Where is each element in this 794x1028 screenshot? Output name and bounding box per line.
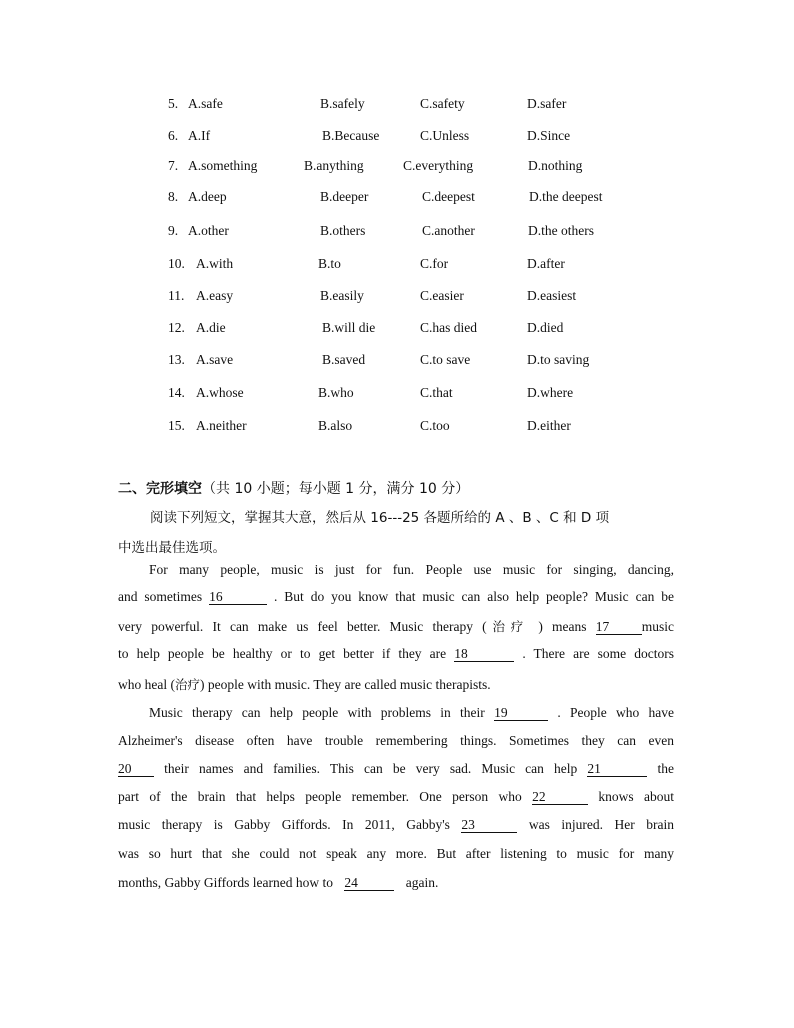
option-b: B.who [318,385,354,400]
option-d: D.the deepest [529,189,603,204]
option-a: A.deep [188,189,227,204]
passage-line [118,761,674,777]
option-a: A.die [196,320,226,335]
option-c: C.has died [420,320,477,335]
option-c: C.too [420,418,450,433]
question-number: 5. [168,96,179,111]
option-b: B.saved [322,352,366,367]
passage-line [118,589,674,605]
section-meta: （共 10 小题；每小题 1 分，满分 10 分） [202,481,470,497]
option-a: A.safe [188,96,223,111]
option-a: A.save [196,352,234,367]
question-number: 7. [168,158,179,173]
question-number: 8. [168,189,179,204]
blank-22[interactable]: 22 [532,790,588,805]
question-number: 6. [168,128,179,143]
section-heading [118,478,469,498]
passage-text: who heal ( [118,677,175,692]
blank-18[interactable]: 18 [454,647,514,662]
option-a: A.other [188,223,229,238]
option-b: B.Because [322,128,380,143]
option-d: D.to saving [527,352,590,367]
passage-line [118,817,674,833]
passage-line [118,675,674,693]
passage-text: . But do you know that music can also help people? Music can be [274,589,674,604]
chinese-gloss: 治疗 [174,677,200,692]
passage-line [118,617,674,635]
section-title: 二、完形填空 [118,481,202,497]
passage-text: their names and families. This can be very sad. Music can help [164,761,578,776]
passage-text: was injured. Her brain [528,817,674,832]
passage-text: very powerful. It can make us feel better. Music therapy ( [118,619,487,634]
passage-line [118,733,674,749]
blank-24[interactable]: 24 [344,876,394,891]
option-c: C.to save [420,352,471,367]
chinese-gloss: 治疗 [486,619,530,634]
option-d: D.nothing [528,158,583,173]
option-a: A.with [196,256,234,271]
option-d: D.easiest [527,288,577,303]
option-d: D.either [527,418,571,433]
passage-text: Alzheimer's disease often have trouble remembering things. Sometimes they can even [118,733,674,748]
passage-text: music therapy is Gabby Giffords. In 2011, Gabby's [118,817,450,832]
passage-line [118,789,674,805]
option-b: B.will die [322,320,376,335]
passage-line [118,646,674,662]
passage-line [118,875,674,891]
blank-23[interactable]: 23 [461,818,517,833]
passage-text: the [657,761,675,776]
blank-21[interactable]: 21 [587,762,647,777]
blank-19[interactable]: 19 [494,706,548,721]
passage-text: and sometimes [118,589,203,604]
option-c: C.easier [420,288,464,303]
passage-text: Music therapy can help people with problems in their [149,705,485,720]
passage-text: was so hurt that she could not speak any more. But after listening to music for many [118,846,674,861]
passage-text: months, Gabby Giffords learned how to [118,875,333,890]
option-c: C.another [422,223,475,238]
option-d: D.died [527,320,564,335]
question-number: 14. [168,385,185,400]
option-d: D.after [527,256,565,271]
question-number: 15. [168,418,185,433]
question-number: 9. [168,223,179,238]
option-b: B.anything [304,158,364,173]
option-c: C.everything [403,158,474,173]
option-b: B.others [320,223,366,238]
option-b: B.easily [320,288,364,303]
option-d: D.the others [528,223,594,238]
passage-text: music [641,619,674,634]
blank-17[interactable]: 17 [596,620,642,635]
option-d: D.Since [527,128,571,143]
passage-line [118,846,674,862]
passage-line [149,705,674,721]
passage-text: For many people, music is just for fun. People use music for singing, dancing, [149,562,674,577]
passage-text: ) people with music. They are called music therapists. [200,677,491,692]
passage-text: knows about [598,789,674,804]
passage-text: ) means [538,619,587,634]
option-d: D.where [527,385,574,400]
instruction-line: 中选出最佳选项。 [118,540,226,556]
option-b: B.to [318,256,341,271]
option-c: C.Unless [420,128,470,143]
passage-line [149,562,674,578]
question-number: 13. [168,352,185,367]
option-c: C.deepest [422,189,475,204]
option-b: B.safely [320,96,365,111]
passage-text: . There are some doctors [522,646,674,661]
option-b: B.deeper [320,189,369,204]
blank-20[interactable]: 20 [118,762,154,777]
option-c: C.that [420,385,453,400]
instruction-line: 阅读下列短文，掌握其大意，然后从 16---25 各题所给的 A 、B 、C 和 D 项 [150,510,610,526]
option-d: D.safer [527,96,567,111]
passage-text: . People who have [557,705,674,720]
passage-text: again. [405,875,439,890]
passage-text: to help people be healthy or to get better if they are [118,646,447,661]
question-number: 12. [168,320,185,335]
option-a: A.easy [196,288,234,303]
option-a: A.neither [196,418,247,433]
option-c: C.for [420,256,449,271]
option-a: A.something [188,158,258,173]
option-c: C.safety [420,96,465,111]
question-number: 10. [168,256,185,271]
passage-text: part of the brain that helps people remember. One person who [118,789,522,804]
option-b: B.also [318,418,353,433]
option-a: A.If [188,128,211,143]
option-a: A.whose [196,385,244,400]
blank-16[interactable]: 16 [209,590,267,605]
question-number: 11. [168,288,185,303]
